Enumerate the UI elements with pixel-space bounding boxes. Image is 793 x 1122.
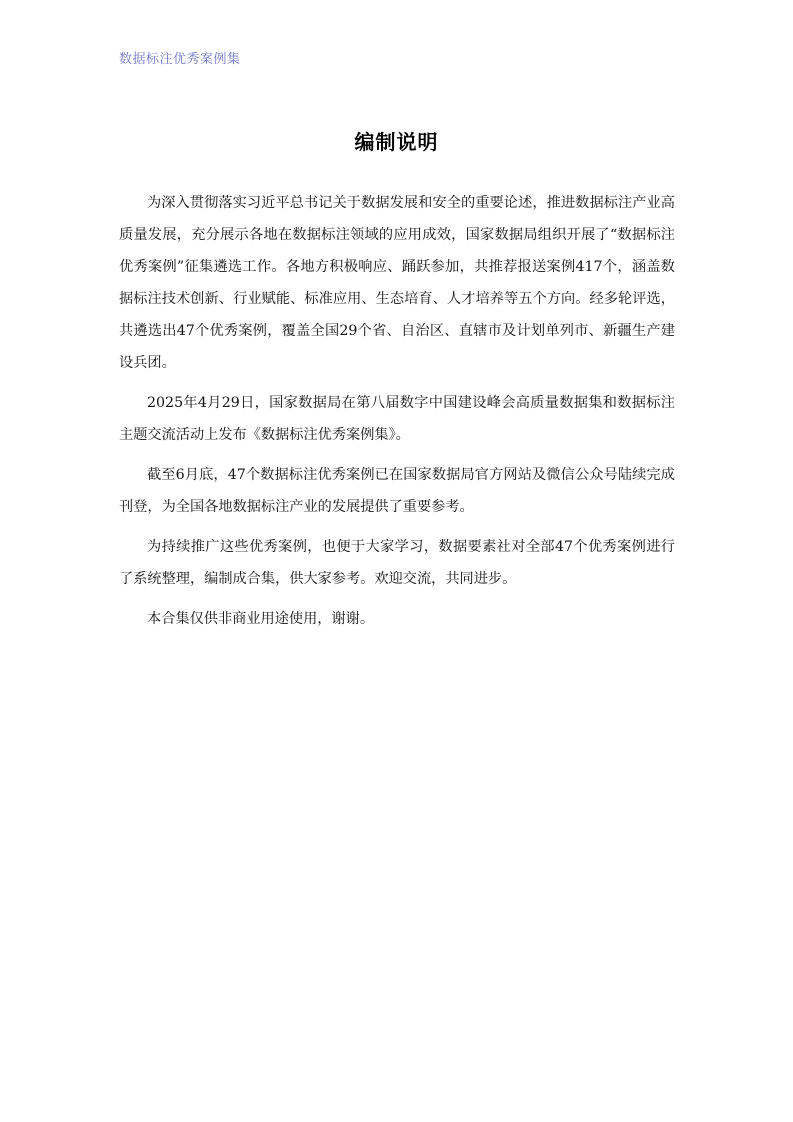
paragraph-intro: 为深入贯彻落实习近平总书记关于数据发展和安全的重要论述，推进数据标注产业高质量发展，充分展示各地在数据标注领域的应用成效，国家数据局组织开展了“数据标注优秀案例”征集遴选工作。各地方积极响应、踊跃参加，共推荐报送案例417个，涵盖数据标注技术创新、行业赋能、标准应用、生态培育、人才培养等五个方向。经多轮评选，共遴选出47个优秀案例，覆盖全国29个省、自治区、直辖市及计划单列市、新疆生产建设兵团。 [119,195,675,371]
running-header: 数据标注优秀案例集 [119,52,241,67]
paragraph-compilation: 为持续推广这些优秀案例，也便于大家学习，数据要素社对全部47个优秀案例进行了系统整理，编制成合集，供大家参考。欢迎交流，共同进步。 [119,539,675,587]
paragraph-release: 2025年4月29日，国家数据局在第八届数字中国建设峰会高质量数据集和数据标注主题交流活动上发布《数据标注优秀案例集》。 [119,395,675,443]
paragraph-usage-notice: 本合集仅供非商业用途使用，谢谢。 [147,611,375,627]
page-title: 编制说明 [354,130,439,154]
document-body [119,187,675,643]
paragraph-publication: 截至6月底，47个数据标注优秀案例已在国家数据局官方网站及微信公众号陆续完成刊登，为全国各地数据标注产业的发展提供了重要参考。 [119,467,675,515]
